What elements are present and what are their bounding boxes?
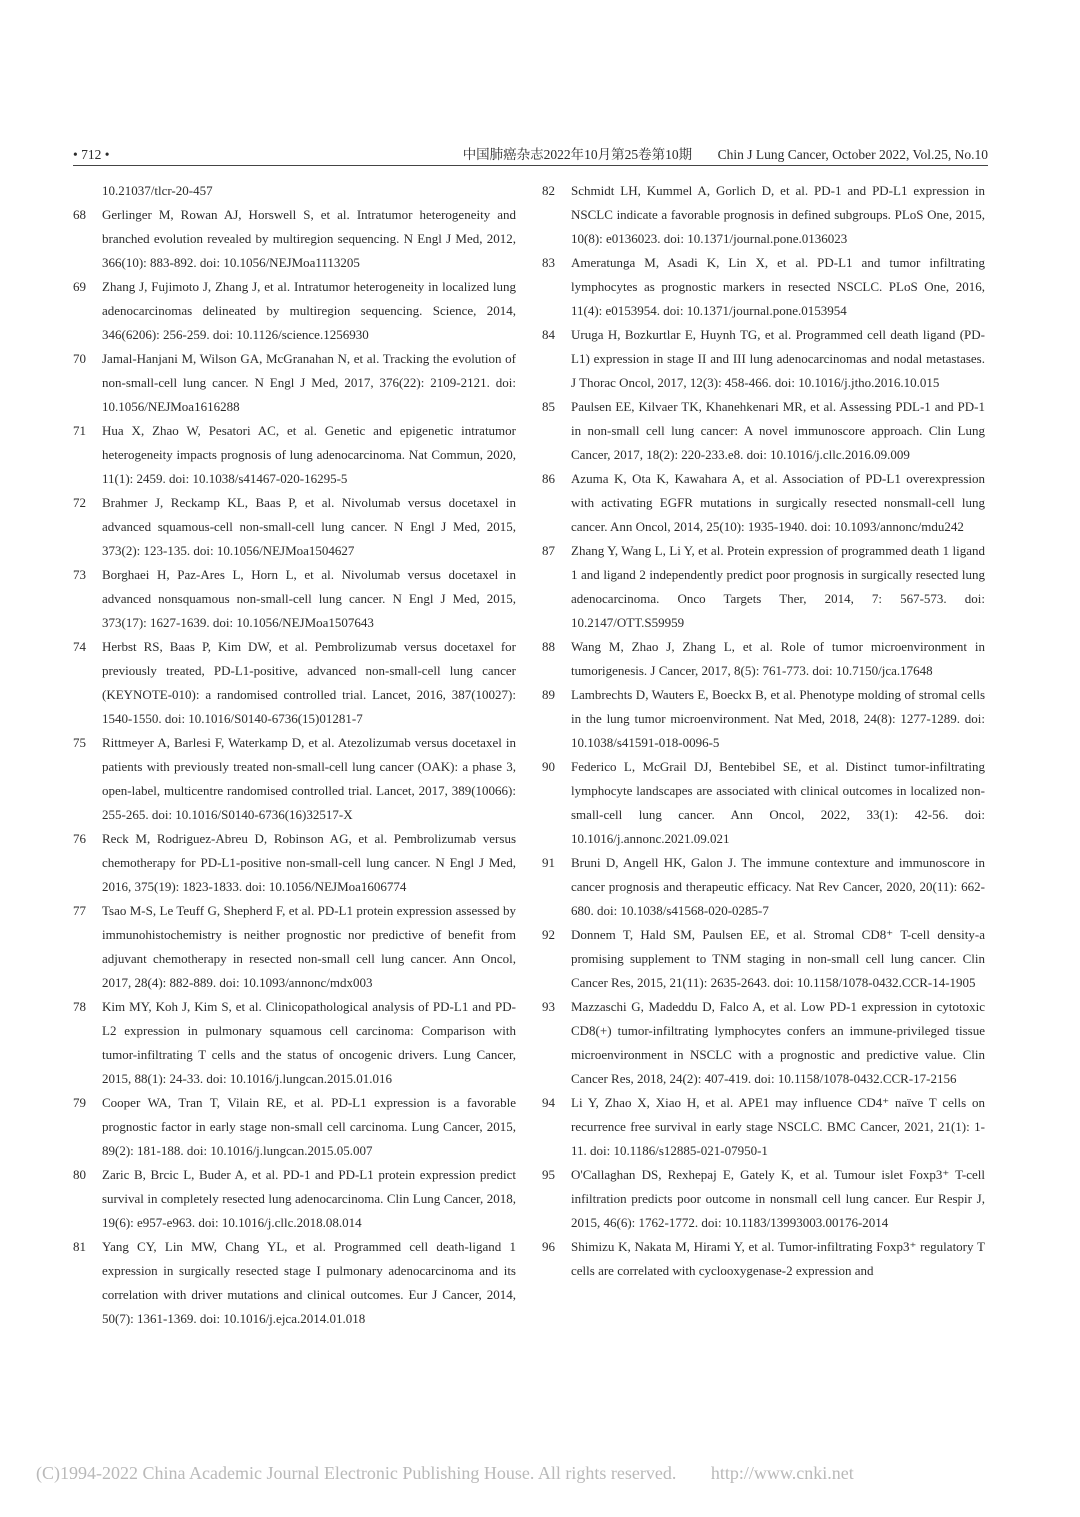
journal-title-en: Chin J Lung Cancer, October 2022, Vol.25, No.10 [717,147,988,162]
reference-item [73,1235,516,1331]
reference-number: 86 [542,471,555,486]
reference-text: Borghaei H, Paz-Ares L, Horn L, et al. Nivolumab versus docetaxel in advanced nonsquamous non-small-cell lung cancer. N Engl J Med, 2015, 373(17): 1627-1639. doi: 10.1056/NEJMoa1507643 [102,567,516,630]
reference-text: Reck M, Rodriguez-Abreu D, Robinson AG, et al. Pembrolizumab versus chemotherapy for PD-L1-positive non-small-cell lung cancer. N Engl J Med, 2016, 375(19): 1823-1833. doi: 10.1056/NEJMoa1606774 [102,831,516,894]
reference-item [542,755,985,851]
reference-item [542,539,985,635]
reference-continuation [73,179,516,203]
reference-text: Bruni D, Angell HK, Galon J. The immune contexture and immunoscore in cancer prognosis and therapeutic efficacy. Nat Rev Cancer, 2020, 20(11): 662-680. doi: 10.1038/s41568-020-0285-7 [571,855,985,918]
reference-number: 75 [73,735,86,750]
reference-number: 79 [73,1095,86,1110]
reference-text: O'Callaghan DS, Rexhepaj E, Gately K, et al. Tumour islet Foxp3⁺ T-cell infiltration predicts poor outcome in nonsmall cell lung cancer. Eur Respir J, 2015, 46(6): 1762-1772. doi: 10.1183/13993003.00176-2014 [571,1167,985,1230]
journal-title-cn: 中国肺癌杂志2022年10月第25卷第10期 [462,147,693,162]
reference-text: Hua X, Zhao W, Pesatori AC, et al. Genetic and epigenetic intratumor heterogeneity impacts prognosis of lung adenocarcinoma. Nat Commun, 2020, 11(1): 2459. doi: 10.1038/s41467-020-16295-5 [102,423,516,486]
reference-item [542,179,985,251]
reference-item [73,563,516,635]
reference-text: Kim MY, Koh J, Kim S, et al. Clinicopathological analysis of PD-L1 and PD-L2 expression in pulmonary squamous cell carcinoma: Comparison with tumor-infiltrating T cells and the status of oncogenic drivers. Lung Cancer, 2015, 88(1): 24-33. doi: 10.1016/j.lungcan.2015.01.016 [102,999,516,1086]
reference-item [73,1163,516,1235]
copyright-footer [36,1463,936,1484]
reference-item [542,251,985,323]
reference-item [73,419,516,491]
reference-number: 70 [73,351,86,366]
reference-number: 80 [73,1167,86,1182]
reference-text: Herbst RS, Baas P, Kim DW, et al. Pembrolizumab versus docetaxel for previously treated, PD-L1-positive, advanced non-small-cell lung cancer (KEYNOTE-010): a randomised controlled trial. Lancet, 2016, 387(10027): 1540-1550. doi: 10.1016/S0140-6736(15)01281-7 [102,639,516,726]
website-link[interactable]: http://www.cnki.net [710,1463,854,1483]
reference-item [542,467,985,539]
reference-text: Paulsen EE, Kilvaer TK, Khanehkenari MR, et al. Assessing PDL-1 and PD-1 in non-small cell lung cancer: A novel immunoscore approach. Clin Lung Cancer, 2017, 18(2): 220-233.e8. doi: 10.1016/j.cllc.2016.09.009 [571,399,985,462]
reference-item [73,827,516,899]
reference-text: Shimizu K, Nakata M, Hirami Y, et al. Tumor-infiltrating Foxp3⁺ regulatory T cells are correlated with cyclooxygenase-2 expression and [571,1239,985,1278]
reference-text: Schmidt LH, Kummel A, Gorlich D, et al. PD-1 and PD-L1 expression in NSCLC indicate a favorable prognosis in defined subgroups. PLoS One, 2015, 10(8): e0136023. doi: 10.1371/journal.pone.0136023 [571,183,985,246]
reference-number: 88 [542,639,555,654]
reference-number: 73 [73,567,86,582]
reference-number: 77 [73,903,86,918]
reference-text: Lambrechts D, Wauters E, Boeckx B, et al. Phenotype molding of stromal cells in the lung tumor microenvironment. Nat Med, 2018, 24(8): 1277-1289. doi: 10.1038/s41591-018-0096-5 [571,687,985,750]
reference-number: 72 [73,495,86,510]
reference-item [542,1235,985,1283]
reference-number: 71 [73,423,86,438]
reference-number: 89 [542,687,555,702]
reference-item [542,851,985,923]
reference-item [73,491,516,563]
reference-text: Federico L, McGrail DJ, Bentebibel SE, et al. Distinct tumor-infiltrating lymphocyte landscapes are associated with clinical outcomes in localized non-small-cell lung cancer. Ann Oncol, 2022, 33(1): 42-56. doi: 10.1016/j.annonc.2021.09.021 [571,759,985,846]
reference-number: 91 [542,855,555,870]
reference-text: 10.21037/tlcr-20-457 [102,183,213,198]
reference-number: 76 [73,831,86,846]
reference-text: Brahmer J, Reckamp KL, Baas P, et al. Nivolumab versus docetaxel in advanced squamous-cell non-small-cell lung cancer. N Engl J Med, 2015, 373(2): 123-135. doi: 10.1056/NEJMoa1504627 [102,495,516,558]
reference-number: 83 [542,255,555,270]
reference-number: 87 [542,543,555,558]
reference-text: Li Y, Zhao X, Xiao H, et al. APE1 may influence CD4⁺ naïve T cells on recurrence free survival in early stage NSCLC. BMC Cancer, 2021, 21(1): 1-11. doi: 10.1186/s12885-021-07950-1 [571,1095,985,1158]
reference-number: 93 [542,999,555,1014]
reference-text: Gerlinger M, Rowan AJ, Horswell S, et al. Intratumor heterogeneity and branched evolution revealed by multiregion sequencing. N Engl J Med, 2012, 366(10): 883-892. doi: 10.1056/NEJMoa1113205 [102,207,516,270]
reference-text: Ameratunga M, Asadi K, Lin X, et al. PD-L1 and tumor infiltrating lymphocytes as prognostic markers in resected NSCLC. PLoS One, 2016, 11(4): e0153954. doi: 10.1371/journal.pone.0153954 [571,255,985,318]
reference-item [73,731,516,827]
reference-text: Jamal-Hanjani M, Wilson GA, McGranahan N, et al. Tracking the evolution of non-small-cell lung cancer. N Engl J Med, 2017, 376(22): 2109-2121. doi: 10.1056/NEJMoa1616288 [102,351,516,414]
reference-number: 94 [542,1095,555,1110]
reference-item [542,323,985,395]
reference-item [73,347,516,419]
reference-item [73,635,516,731]
reference-text: Zhang Y, Wang L, Li Y, et al. Protein expression of programmed death 1 ligand 1 and ligand 2 independently predict poor prognosis in surgically resected lung adenocarcinoma. Onco Targets Ther, 2014, 7: 567-573. doi: 10.2147/OTT.S59959 [571,543,985,630]
page-number: • 712 • [73,147,110,162]
reference-column-left [73,179,516,1331]
reference-number: 78 [73,999,86,1014]
header-divider [73,165,988,166]
reference-item [542,683,985,755]
reference-number: 68 [73,207,86,222]
reference-number: 82 [542,183,555,198]
reference-number: 84 [542,327,555,342]
reference-text: Rittmeyer A, Barlesi F, Waterkamp D, et al. Atezolizumab versus docetaxel in patients with previously treated non-small-cell lung cancer (OAK): a phase 3, open-label, multicentre randomised controlled trial. Lancet, 2017, 389(10066): 255-265. doi: 10.1016/S0140-6736(16)32517-X [102,735,516,822]
reference-item [73,995,516,1091]
reference-text: Uruga H, Bozkurtlar E, Huynh TG, et al. Programmed cell death ligand (PD-L1) expression in stage II and III lung adenocarcinomas and nodal metastases. J Thorac Oncol, 2017, 12(3): 458-466. doi: 10.1016/j.jtho.2016.10.015 [571,327,985,390]
reference-item [542,395,985,467]
reference-item [542,1091,985,1163]
journal-info [463,146,988,164]
reference-text: Cooper WA, Tran T, Vilain RE, et al. PD-L1 expression is a favorable prognostic factor in early stage non-small cell carcinoma. Lung Cancer, 2015, 89(2): 181-188. doi: 10.1016/j.lungcan.2015.05.007 [102,1095,516,1158]
reference-text: Mazzaschi G, Madeddu D, Falco A, et al. Low PD-1 expression in cytotoxic CD8(+) tumor-infiltrating lymphocytes confers an immune-privileged tissue microenvironment in NSCLC with a prognostic and predictive value. Clin Cancer Res, 2018, 24(2): 407-419. doi: 10.1158/1078-0432.CCR-17-2156 [571,999,985,1086]
reference-item [73,899,516,995]
reference-number: 92 [542,927,555,942]
reference-text: Zaric B, Brcic L, Buder A, et al. PD-1 and PD-L1 protein expression predict survival in completely resected lung adenocarcinoma. Clin Lung Cancer, 2018, 19(6): e957-e963. doi: 10.1016/j.cllc.2018.08.014 [102,1167,516,1230]
reference-column-right [542,179,985,1283]
reference-item [542,635,985,683]
copyright-text: (C)1994-2022 China Academic Journal Electronic Publishing House. All rights reserved. [36,1463,677,1483]
reference-item [542,995,985,1091]
reference-number: 95 [542,1167,555,1182]
reference-text: Azuma K, Ota K, Kawahara A, et al. Association of PD-L1 overexpression with activating EGFR mutations in surgically resected nonsmall-cell lung cancer. Ann Oncol, 2014, 25(10): 1935-1940. doi: 10.1093/annonc/mdu242 [571,471,985,534]
reference-text: Yang CY, Lin MW, Chang YL, et al. Programmed cell death-ligand 1 expression in surgically resected stage I pulmonary adenocarcinoma and its correlation with driver mutations and clinical outcomes. Eur J Cancer, 2014, 50(7): 1361-1369. doi: 10.1016/j.ejca.2014.01.018 [102,1239,516,1326]
reference-item [542,1163,985,1235]
reference-number: 74 [73,639,86,654]
reference-text: Tsao M-S, Le Teuff G, Shepherd F, et al. PD-L1 protein expression assessed by immunohistochemistry is neither prognostic nor predictive of benefit from adjuvant chemotherapy in resected non-small cell lung cancer. Ann Oncol, 2017, 28(4): 882-889. doi: 10.1093/annonc/mdx003 [102,903,516,990]
reference-number: 96 [542,1239,555,1254]
reference-text: Wang M, Zhao J, Zhang L, et al. Role of tumor microenvironment in tumorigenesis. J Cancer, 2017, 8(5): 761-773. doi: 10.7150/jca.17648 [571,639,985,678]
reference-number: 85 [542,399,555,414]
reference-item [73,275,516,347]
reference-text: Zhang J, Fujimoto J, Zhang J, et al. Intratumor heterogeneity in localized lung adenocarcinomas delineated by multiregion sequencing. Science, 2014, 346(6206): 256-259. doi: 10.1126/science.1256930 [102,279,516,342]
reference-item [73,203,516,275]
reference-number: 69 [73,279,86,294]
page-header [73,146,988,166]
reference-text: Donnem T, Hald SM, Paulsen EE, et al. Stromal CD8⁺ T-cell density-a promising supplement to TNM staging in non-small cell lung cancer. Clin Cancer Res, 2015, 21(11): 2635-2643. doi: 10.1158/1078-0432.CCR-14-1905 [571,927,985,990]
reference-number: 81 [73,1239,86,1254]
reference-item [73,1091,516,1163]
reference-item [542,923,985,995]
reference-number: 90 [542,759,555,774]
